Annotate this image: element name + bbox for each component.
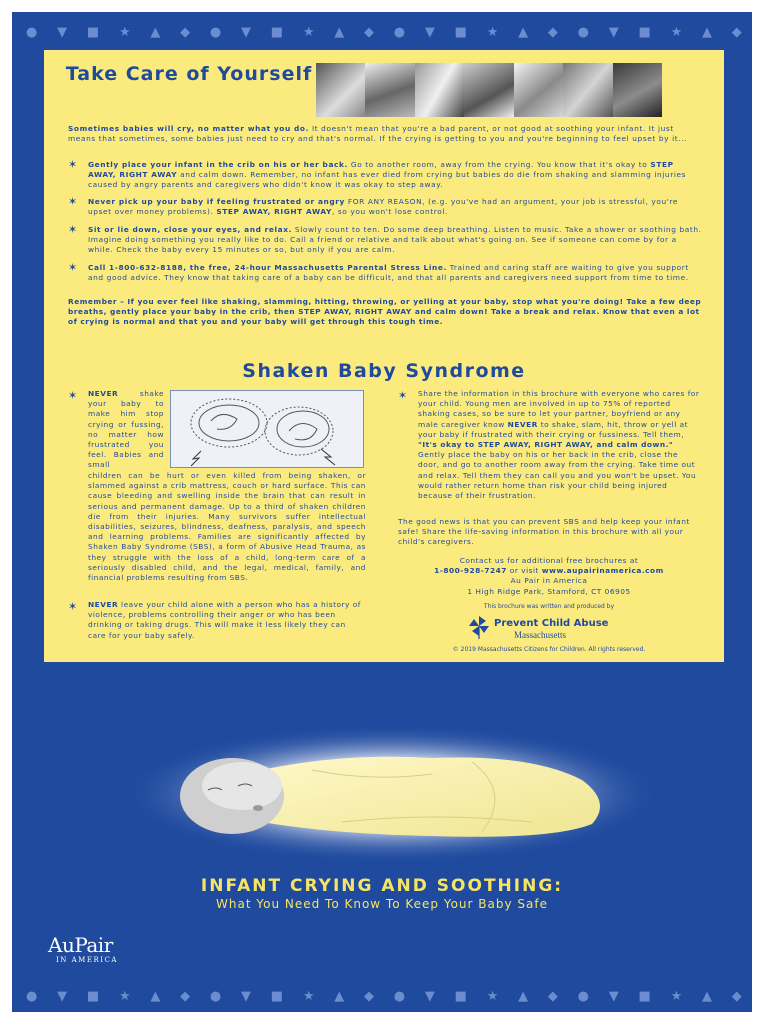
border-shape-icon: ▼ — [424, 988, 435, 1004]
border-shape-icon: ★ — [670, 24, 683, 40]
au-pair-in-america-logo: AuPair IN AMERICA — [48, 933, 118, 964]
pinwheel-icon — [468, 615, 490, 637]
border-shape-icon: ◆ — [547, 24, 558, 40]
border-shape-icon: ● — [577, 988, 590, 1004]
border-shape-icon: ■ — [270, 24, 284, 40]
produced-by: This brochure was written and produced by — [483, 603, 615, 610]
border-shape-icon: ▲ — [334, 988, 345, 1004]
border-shape-icon: ● — [209, 24, 222, 40]
border-shape-icon: ▲ — [702, 988, 713, 1004]
star-bullet-icon: ✶ — [68, 195, 78, 208]
border-shape-icon: ▼ — [241, 24, 251, 40]
sbs-title: Shaken Baby Syndrome — [242, 360, 526, 382]
decorative-border-bottom — [26, 986, 742, 1006]
border-shape-icon: ▲ — [150, 988, 161, 1004]
border-shape-icon: ■ — [86, 24, 100, 40]
border-shape-icon: ● — [393, 24, 406, 40]
border-shape-icon: ● — [577, 24, 590, 40]
border-shape-icon: ● — [26, 988, 38, 1004]
star-bullet-icon: ✶ — [68, 600, 78, 613]
border-shape-icon: ■ — [638, 988, 651, 1004]
contact-line: Contact us for additional free brochures at — [459, 556, 639, 565]
photo-5 — [514, 63, 563, 117]
border-shape-icon: ▼ — [608, 988, 619, 1004]
border-shape-icon: ■ — [270, 988, 284, 1004]
border-shape-icon: ◆ — [547, 988, 558, 1004]
remember-note: Remember – If you ever feel like shaking, slamming, hitting, throwing, or yelling at your baby, stop what you're doing! Take a few deep breaths, gently place your baby in the crib, then STEP AWAY, RIGHT AWAY and calm down! Take a break and relax. Know that even a lot of crying is normal and that you and your baby will get through this tough time. — [68, 297, 702, 327]
star-bullet-icon: ✶ — [398, 389, 408, 402]
address: 1 High Ridge Park, Stamford, CT 06905 — [467, 586, 631, 596]
brochure-page: ● ▼ ■ ★ ▲ ◆ ● ▼ ■ ★ ▲ ◆ ● ▼ ■ ★ ▲ ◆ ● ▼ ■ ★ ▲ ◆ ● ▼ ■ ★ ▲ ◆ ● ▼ ■ ★ ▲ ◆ ● ▼ ■ ★ ▲ ◆ ● ▼ ■ ★ ▲ ◆ Take Care of Yourself Sometimes babies will cry, no matter what you do. It doesn't mean that you're a bad parent, or not good at soothing your infant. It just means that sometimes, some babies just need to cry and that's normal. If the crying is getting to you and you're beginning to feel upset by it... ✶ Gently place your infant in the crib on his or her back. Go to another room, away from the crying. You know that it's okay to STEP AWAY, RIGHT AWAY and calm down. Remember, no infant has ever died from crying but babies do die from shaking and slamming injuries caused by angry parents and caregivers who didn't know it was okay to step away. ✶ Never pick up your baby if feeling frustrated or angry FOR ANY REASON, (e.g. you've had an argument, your job is stressful, you're upset over money problems). STEP AWAY, RIGHT AWAY, so you won't lose control. ✶ Sit or lie down, close your eyes, and relax. Slowly count to ten. Do some deep breathing. Listen to music. Take a shower or soothing bath. Imagine doing something you really like to do. Call a friend or relative and talk about what's going on. See if someone can come by for a while. Check the baby every 15 minutes or so, but only if you are calm. ✶ Call 1-800-632-8188, the free, 24-hour Massachusetts Parental Stress Line. Trained and caring staff are waiting to give you support and good advice. They know that taking care of a baby can be difficult, and that all parents and caregivers need support from time to time. Remember – If you ever feel like shaking, slamming, hitting, throwing, or yelling at your baby, stop what you're doing! Take a few deep breaths, gently place your baby in the crib, then STEP AWAY, RIGHT AWAY and calm down! Take a break and relax. Know that even a lot of crying is normal and that you and your baby will get through this tough time. Shaken Baby Syndrome ✶ NEVER shake your baby to make him stop crying or fussing, no matter how frustrated you feel. Babies and small children can be hurt or even killed from being shaken, or slammed against a crib mattress, couch or hard surface. This can cause bleeding and swelling inside the brain that can result in serious and permanent damage. Up to a third of shaken children die from their injuries. Many survivors suffer intellectual disabilities, seizures, blindness, deafness, paralysis, and speech and learning problems. Families are significantly affected by Shaken Baby Syndrome (SBS), a form of Abusive Head Trauma, as they struggle with the loss of a child, long-term care of a seriously disabled child, and the legal, medical, family, and financial problems resulting from SBS. ✶ NEVER leave your child alone with a person who has a history of violence, problems controlling their anger or who has been drinking or taking drugs. This will make it less likely they can care for your baby safely. ✶ Share the information in this brochure with everyone who cares for your child. Young men are involved in up to 75% of reported shaking cases, so be sure to let your partner, boyfriend or any male caregiver know NEVER to shake, slam, hit, throw or yell at your baby if frustrated with their crying or fussiness. Tell them, "It's okay to STEP AWAY, RIGHT AWAY, and calm down." Gently place the baby on his or her back in the crib, close the door, and go to another room away from the crying. Take time out and relax. Tell them they can call you and you won't be upset. You would rather return home than risk your child being injured because of their frustration. The good news is that you can prevent SBS and help keep your infant safe! Share the life-saving information in this brochure with all your child's caregivers. Contact us for additional free brochures at 1-800-928-7247 or visit www.aupairinamerica.com Au Pair in America 1 High Ridge Park, Stamford, CT 06905 This brochure was written and produced by Prevent Child Abuse Massachusetts © 2019 Massachusetts Citizens for Children. All rights reserved. INFANT CRYING AND SOOTHING: What You Need To Know To Keep Your Baby Safe AuPair IN AMERICA — [0, 0, 768, 1024]
border-shape-icon: ◆ — [364, 988, 375, 1004]
border-shape-icon: ▼ — [424, 24, 435, 40]
tip-item: ✶ Call 1-800-632-8188, the free, 24-hour Massachusetts Parental Stress Line. Trained and caring staff are waiting to give you support and good advice. They know that taking care of a baby can be difficult, and that all parents and caregivers need support from time to time. — [68, 261, 689, 283]
care-title: Take Care of Yourself — [65, 63, 313, 85]
border-shape-icon: ▼ — [57, 988, 68, 1004]
border-shape-icon: ▼ — [608, 24, 619, 40]
border-shape-icon: ★ — [302, 24, 315, 40]
copyright: © 2019 Massachusetts Citizens for Children. All rights reserved. — [452, 646, 646, 653]
tip-item: ✶ Sit or lie down, close your eyes, and relax. Slowly count to ten. Do some deep breathing. Listen to music. Take a shower or soothing bath. Imagine doing something you really like to do. Call a friend or relative and talk about what's going on. See if someone can come by for a while. Check the baby every 15 minutes or so, but only if you are calm. — [68, 223, 702, 255]
border-shape-icon: ■ — [86, 988, 100, 1004]
intro-paragraph: Sometimes babies will cry, no matter what you do. It doesn't mean that you're a bad parent, or not good at soothing your infant. It just means that sometimes, some babies just need to cry and that's normal. If the crying is getting to you and you're beginning to feel upset by it... — [68, 124, 688, 144]
border-shape-icon: ★ — [118, 988, 131, 1004]
photo-4 — [464, 63, 513, 117]
border-shape-icon: ▼ — [57, 24, 68, 40]
shaken-baby-illustration — [170, 390, 364, 468]
sbs-right-text: Share the information in this brochure with everyone who cares for your child. Young men are involved in up to 75% of reported shaking cases, so be sure to let your partner, boyfriend or any male caregiver know NEVER to shake, slam, hit, throw or yell at your baby if frustrated with their crying or fussiness. Tell them, "It's okay to STEP AWAY, RIGHT AWAY, and calm down." Gently place the baby on his or her back in the crib, close the door, and go to another room away from the crying. Take time out and relax. Tell them they can call you and you won't be upset. You would rather return home than risk your child being injured because of their frustration. — [418, 389, 700, 501]
sbs-left-narrow-text: NEVER shake your baby to make him stop crying or fussing, no matter how frustrated you feel. Babies and small — [88, 389, 164, 470]
border-shape-icon: ◆ — [180, 988, 191, 1004]
sbs-left-text-2: NEVER leave your child alone with a person who has a history of violence, problems controlling their anger or who has been drinking or taking drugs. This will make it less likely they can care for your baby safely. — [88, 600, 361, 640]
border-shape-icon: ★ — [670, 988, 683, 1004]
cover-subheading: What You Need To Know To Keep Your Baby Safe — [216, 897, 548, 911]
photo-3 — [415, 63, 464, 117]
border-shape-icon: ▲ — [334, 24, 345, 40]
border-shape-icon: ★ — [302, 988, 315, 1004]
border-shape-icon: ■ — [454, 24, 467, 40]
photo-7 — [613, 63, 662, 117]
tip-item: ✶ Never pick up your baby if feeling frustrated or angry FOR ANY REASON, (e.g. you've had an argument, your job is stressful, you're upset over money problems). STEP AWAY, RIGHT AWAY, so you won't lose control. — [68, 195, 678, 217]
border-shape-icon: ◆ — [180, 24, 191, 40]
border-shape-icon: ▲ — [702, 24, 713, 40]
border-shape-icon: ● — [209, 988, 222, 1004]
border-shape-icon: ▲ — [518, 24, 529, 40]
contact-block: Contact us for additional free brochures at 1-800-928-7247 or visit www.aupairinamerica.com Au Pair in America 1 High Ridge Park, Stamford, CT 06905 — [398, 556, 700, 597]
border-shape-icon: ★ — [486, 988, 499, 1004]
border-shape-icon: ■ — [638, 24, 651, 40]
website-link[interactable]: www.aupairinamerica.com — [541, 566, 664, 576]
border-shape-icon: ◆ — [731, 988, 742, 1004]
cover-heading: INFANT CRYING AND SOOTHING: — [200, 876, 564, 896]
border-shape-icon: ■ — [454, 988, 467, 1004]
good-news-paragraph: The good news is that you can prevent SBS and help keep your infant safe! Share the life-saving information in this brochure with all your child's caregivers. — [398, 517, 690, 547]
border-shape-icon: ◆ — [731, 24, 742, 40]
photo-2 — [365, 63, 414, 117]
border-shape-icon: ● — [393, 988, 406, 1004]
border-shape-icon: ▲ — [518, 988, 529, 1004]
parent-photo-strip — [316, 63, 662, 117]
decorative-border-top — [26, 22, 742, 42]
border-shape-icon: ◆ — [364, 24, 375, 40]
sbs-left-text: children can be hurt or even killed from being shaken, or slammed against a crib mattress, couch or hard surface. This can cause bleeding and swelling inside the brain that can result in serious and permanent damage. Up to a third of shaken children die from their injuries. Many survivors suffer intellectual disabilities, seizures, blindness, deafness, paralysis, and speech and learning problems. Families are significantly affected by Shaken Baby Syndrome (SBS), a form of Abusive Head Trauma, as they struggle with the loss of a child, long-term care of a seriously disabled child, and the legal, medical, family, and financial problems resulting from SBS. — [88, 471, 366, 583]
border-shape-icon: ★ — [486, 24, 499, 40]
star-bullet-icon: ✶ — [68, 223, 78, 236]
star-bullet-icon: ✶ — [68, 158, 78, 171]
border-shape-icon: ● — [26, 24, 38, 40]
border-shape-icon: ★ — [118, 24, 131, 40]
border-shape-icon: ▼ — [241, 988, 251, 1004]
photo-6 — [563, 63, 612, 117]
star-bullet-icon: ✶ — [68, 261, 78, 274]
star-bullet-icon: ✶ — [68, 389, 78, 402]
photo-1 — [316, 63, 365, 117]
tip-item: ✶ Gently place your infant in the crib on his or her back. Go to another room, away from the crying. You know that it's okay to STEP AWAY, RIGHT AWAY and calm down. Remember, no infant has ever died from crying but babies do die from shaking and slamming injuries caused by angry parents and caregivers who didn't know it was okay to step away. — [68, 158, 687, 190]
phone-number: 1-800-928-7247 — [434, 566, 507, 576]
border-shape-icon: ▲ — [150, 24, 161, 40]
org-name: Au Pair in America — [510, 576, 588, 586]
